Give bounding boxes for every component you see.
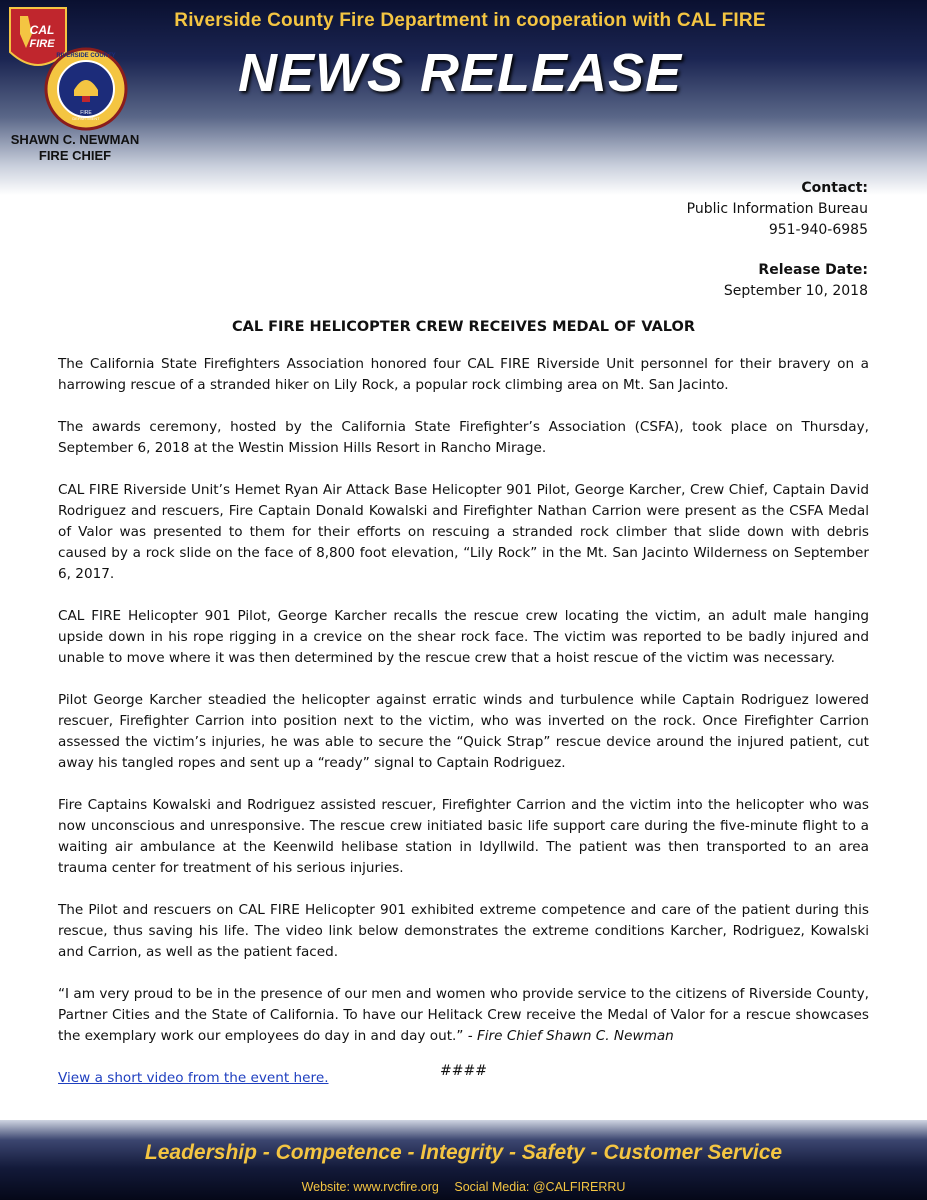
quote-text: “I am very proud to be in the presence of our men and women who provide service to the citizens of Riverside County, Partner Cities and the State of California. To have our Helitack Crew receive the Medal of Valor for a rescue showcases the exemplary work our employees do day in and day out.” [58, 986, 869, 1044]
contact-block [687, 178, 868, 241]
page-title: NEWS RELEASE [237, 43, 683, 103]
organization-line: Riverside County Fire Department in cooperation with CAL FIRE [174, 10, 766, 31]
department-logos [6, 4, 146, 134]
contact-label: Contact: [801, 180, 868, 196]
quote-attribution: - Fire Chief Shawn C. Newman [467, 1028, 674, 1044]
svg-text:DEPARTMENT: DEPARTMENT [72, 116, 100, 121]
svg-text:RIVERSIDE COUNTY: RIVERSIDE COUNTY [56, 53, 116, 59]
release-date-label: Release Date: [758, 262, 868, 278]
article-body [58, 354, 869, 1110]
svg-text:CAL: CAL [29, 23, 55, 37]
chief-name: SHAWN C. NEWMAN [10, 132, 140, 147]
riverside-county-badge-icon [46, 49, 126, 129]
paragraph: The Pilot and rescuers on CAL FIRE Helicopter 901 exhibited extreme competence and care of the patient during this rescue, thus saving his life. The video link below demonstrates the extreme conditions Karcher, Rodriguez, Kowalski and Carrion, as well as the patient faced. [58, 902, 869, 960]
footer-social[interactable]: Social Media: @CALFIRERRU [454, 1180, 626, 1194]
fire-chief-signature-block [0, 132, 150, 164]
release-date-block [724, 260, 868, 302]
paragraph: The awards ceremony, hosted by the California State Firefighter’s Association (CSFA), took place on Thursday, September 6, 2018 at the Westin Mission Hills Resort in Rancho Mirage. [58, 419, 869, 456]
paragraph: Fire Captains Kowalski and Rodriguez assisted rescuer, Firefighter Carrion and the victim into the helicopter who was now unconscious and unresponsive. The rescue crew initiated basic life support care during the five-minute flight to a waiting air ambulance at the Keenwild helibase station in Idyllwild. The patient was then transported to an area trauma center for treatment of his serious injuries. [58, 797, 869, 876]
contact-phone: 951-940-6985 [768, 222, 868, 238]
paragraph: Pilot George Karcher steadied the helicopter against erratic winds and turbulence while Captain Rodriguez lowered rescuer, Firefighter Carrion into position next to the victim, who was inverted on the rock. Once Firefighter Carrion assessed the victim’s injuries, he was able to secure the “Quick Strap” rescue device around the injured patient, cut away his tangled ropes and sent up a “ready” signal to Captain Rodriguez. [58, 692, 869, 771]
footer-website[interactable]: Website: www.rvcfire.org [301, 1180, 439, 1194]
paragraph: The California State Firefighters Association honored four CAL FIRE Riverside Unit personnel for their bravery on a harrowing rescue of a stranded hiker on Lily Rock, a popular rock climbing area on Mt. San Jacinto. [58, 356, 869, 393]
svg-text:FIRE: FIRE [29, 38, 55, 50]
footer-links [0, 1180, 927, 1194]
paragraph: CAL FIRE Helicopter 901 Pilot, George Karcher recalls the rescue crew locating the victim, an adult male hanging upside down in his rope rigging in a crevice on the shear rock face. The victim was reported to be badly injured and unable to move where it was then determined by the rescue crew that a hoist rescue of the victim was necessary. [58, 608, 869, 666]
end-mark: #### [440, 1063, 487, 1079]
video-link[interactable]: View a short video from the event here. [58, 1070, 329, 1086]
article-headline: CAL FIRE HELICOPTER CREW RECEIVES MEDAL OF VALOR [231, 319, 696, 335]
chief-quote [58, 984, 869, 1047]
chief-title: FIRE CHIEF [38, 148, 112, 163]
release-date-value: September 10, 2018 [723, 283, 868, 299]
contact-bureau: Public Information Bureau [686, 201, 868, 217]
footer-motto: Leadership - Competence - Integrity - Safety - Customer Service [144, 1141, 783, 1164]
svg-text:FIRE: FIRE [80, 110, 92, 116]
header-banner [0, 0, 927, 195]
paragraph: CAL FIRE Riverside Unit’s Hemet Ryan Air Attack Base Helicopter 901 Pilot, George Karcher, Crew Chief, Captain David Rodriguez and rescuers, Fire Captain Donald Kowalski and Firefighter Nathan Carrion were present as the CSFA Medal of Valor was presented to them for their efforts on rescuing a stranded rock climber that slide down with debris caused by a rock slide on the face of 8,800 foot elevation, “Lily Rock” in the Mt. San Jacinto Wilderness on September 6, 2017. [58, 482, 869, 582]
